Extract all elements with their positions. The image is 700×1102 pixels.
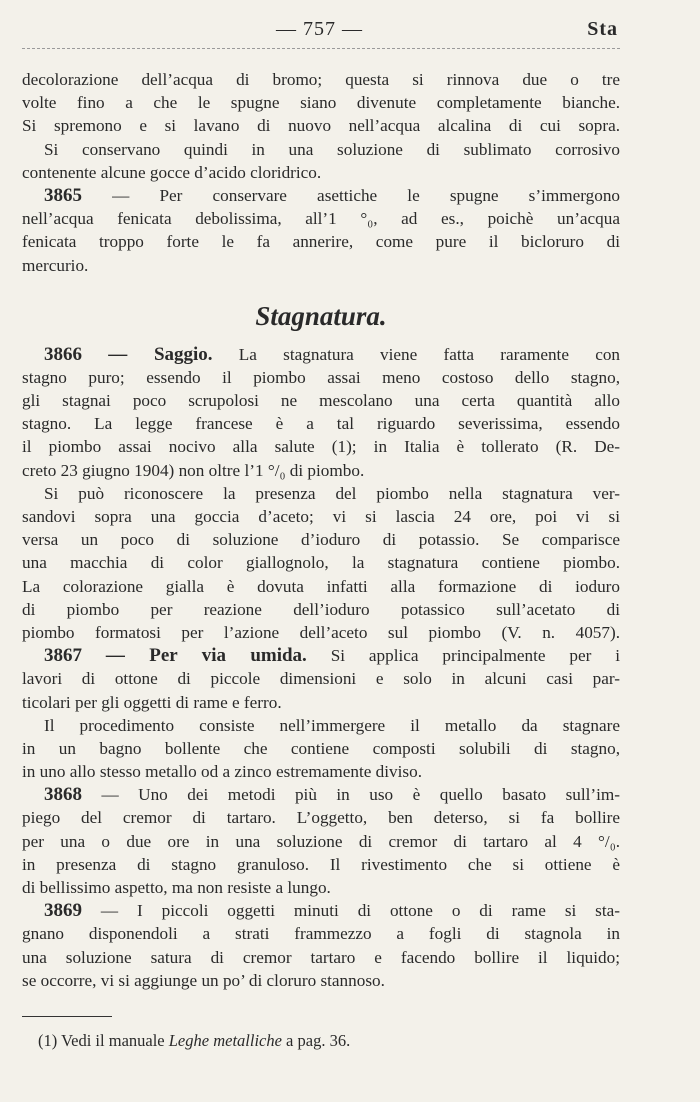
text-span: — Per conservare asettiche le spugne s’immergono: [112, 185, 621, 205]
entry-number: 3868: [44, 784, 82, 806]
footnote-rule: [22, 1016, 112, 1017]
text-line: in un bagno bollente che contiene composti solubili di stagno,: [22, 738, 620, 758]
text-line: gnano disponendoli a strati frammezzo a fogli di stagnola in: [22, 924, 620, 944]
text-line: in uno allo stesso metallo od a zinco estremamente diviso.: [22, 762, 422, 782]
text-line: in presenza di stagno granuloso. Il rivestimento che si ottiene è: [22, 854, 620, 874]
footnote-text: a pag. 36.: [286, 1031, 351, 1050]
entry-number: 3867: [44, 645, 82, 667]
text-line: decolorazione dell’acqua di bromo; questa si rinnova due o tre: [22, 70, 620, 89]
text-line: nell’acqua fenicata debolissima, all’1 °₀, ad es., poichè un’acqua: [22, 209, 620, 229]
text-line: volte fino a che le spugne siano divenute completamente bianche.: [22, 93, 620, 113]
text-span: — I piccoli oggetti minuti di ottone o di rame si sta-: [100, 901, 620, 921]
footnote: [38, 1031, 350, 1051]
page-number: — 757 —: [276, 18, 363, 40]
text-line: di bellissimo aspetto, ma non resiste a lungo.: [22, 878, 331, 897]
text-line: stagno puro; essendo il piombo assai meno costoso dello stagno,: [22, 367, 620, 387]
text-line: il piombo assai nocivo alla salute (1); in Italia è tollerato (R. De-: [22, 437, 620, 457]
entry-number: 3865: [44, 184, 82, 206]
paragraph-3867-first-line: [22, 644, 620, 667]
text-line: piego del cremor di tartaro. L’oggetto, ben deterso, si fa bollire: [22, 808, 620, 828]
paragraph-3869-first-line: [22, 899, 620, 922]
text-line: una soluzione satura di cremor tartaro e facendo bollire il liquido;: [22, 947, 620, 967]
paragraph-3865-first-line: [22, 184, 620, 207]
header-rule: [22, 48, 620, 49]
text-line: contenente alcune gocce d’acido cloridrico.: [22, 162, 322, 182]
entry-heading: — Per via umida.: [105, 645, 307, 667]
text-line: lavori di ottone di piccole dimensioni e solo in alcuni casi par-: [22, 669, 620, 689]
text-line: gli stagnai poco scrupolosi ne mescolano una certa quantità allo: [22, 391, 620, 411]
text-span: Si applica principalmente per i: [330, 646, 621, 666]
text-line: versa un poco di soluzione d’ioduro di potassio. Se comparisce: [22, 530, 620, 550]
text-line: creto 23 giugno 1904) non oltre l’1 °/₀ di piombo.: [22, 460, 365, 480]
text-line: Il procedimento consiste nell’immergere il metallo da stagnare: [44, 715, 620, 735]
text-line: se occorre, vi si aggiunge un po’ di cloruro stannoso.: [22, 970, 385, 990]
paragraph-3866-first-line: [22, 343, 620, 366]
text-line: Si spremono e si lavano di nuovo nell’acqua alcalina di cui sopra.: [22, 116, 620, 136]
page-header: [0, 18, 700, 42]
text-span: La stagnatura viene fatta raramente con: [238, 344, 621, 364]
text-line: per una o due ore in una soluzione di cremor di tartaro al 4 °/₀.: [22, 831, 620, 851]
text-line: una macchia di color giallognolo, la stagnatura contiene piombo.: [22, 553, 620, 573]
text-line: mercurio.: [22, 255, 89, 275]
entry-heading: — Saggio.: [108, 343, 213, 365]
text-span: — Uno dei metodi più in uso è quello basato sull’im-: [101, 785, 621, 805]
text-line: sandovi sopra una goccia d’aceto; vi si lascia 24 ore, poi vi si: [22, 507, 620, 526]
paragraph-3868-first-line: [22, 783, 620, 806]
text-line: di piombo per reazione dell’ioduro potassico sull’acetato di: [22, 599, 620, 619]
body-text: [22, 68, 620, 992]
text-line: ticolari per gli oggetti di rame e ferro.: [22, 692, 282, 712]
running-title: Sta: [587, 18, 618, 40]
text-line: stagno. La legge francese è a tal riguardo severissima, essendo: [22, 414, 620, 434]
text-line: Si può riconoscere la presenza del piombo nella stagnatura ver-: [44, 483, 620, 503]
entry-number: 3869: [44, 900, 82, 922]
text-line: fenicata troppo forte le fa annerire, come pure il bicloruro di: [22, 232, 620, 252]
text-line: La colorazione gialla è dovuta infatti alla formazione di ioduro: [22, 576, 620, 596]
entry-number: 3866: [44, 343, 82, 365]
text-line: piombo formatosi per l’azione dell’aceto sul piombo (V. n. 4057).: [22, 622, 620, 642]
footnote-title: Leghe metalliche: [168, 1031, 282, 1050]
footnote-text: (1) Vedi il manuale: [38, 1031, 165, 1050]
section-title: Stagnatura.: [255, 300, 387, 331]
text-line: Si conservano quindi in una soluzione di sublimato corrosivo: [44, 139, 620, 159]
